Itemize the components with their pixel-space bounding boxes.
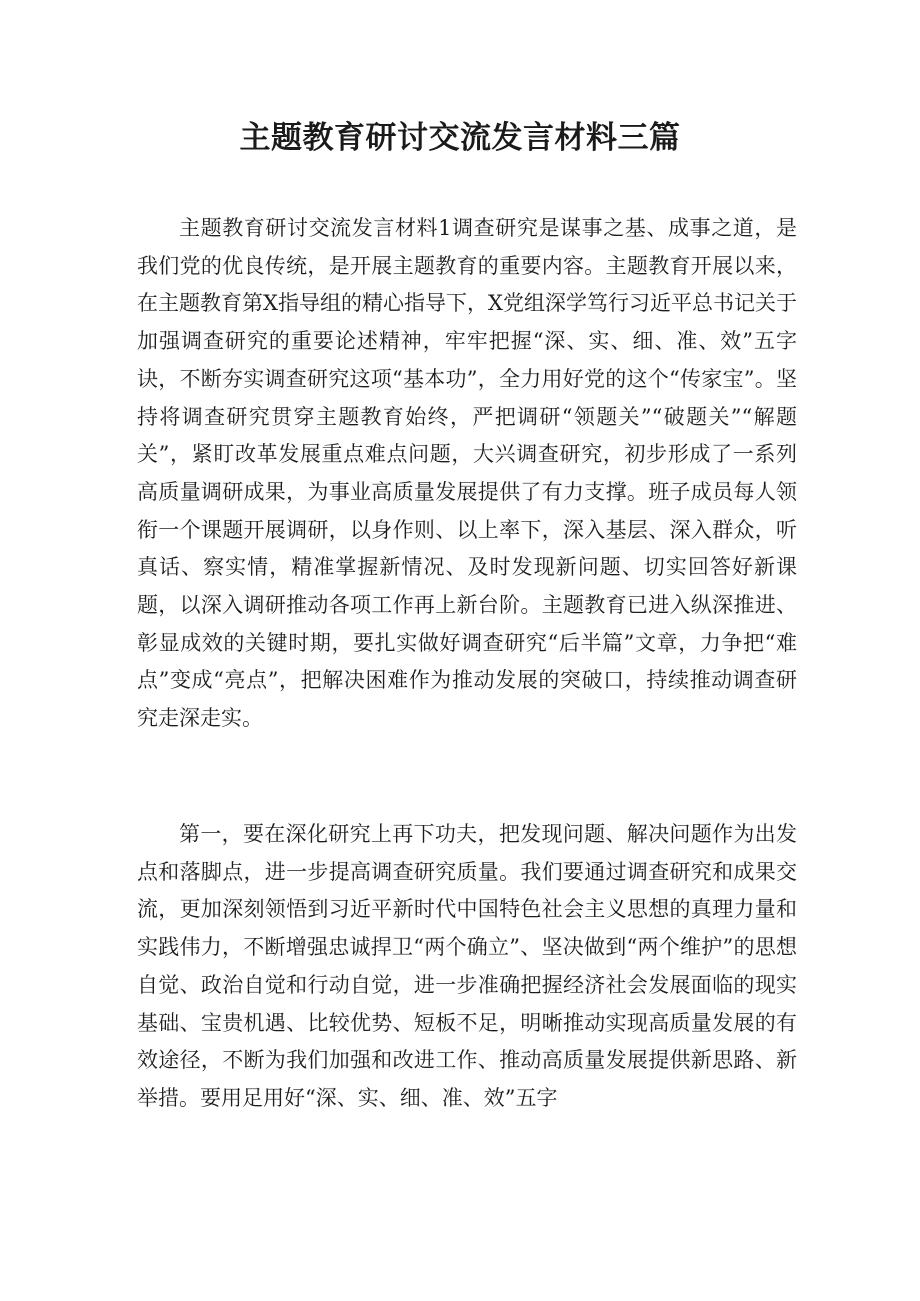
paragraph-1: 主题教育研讨交流发言材料1调查研究是谋事之基、成事之道，是我们党的优良传统，是开展主题教育的重要内容。主题教育开展以来，在主题教育第X指导组的精心指导下，X党组深学笃行习近平总书记关于加强调查研究的重要论述精神，牢牢把握“深、实、细、准、效”五字诀，不断夯实调查研究这项“基本功”，全力用好党的这个“传家宝”。坚持将调查研究贯穿主题教育始终，严把调研“领题关”“破题关”“解题关”，紧盯改革发展重点难点问题，大兴调查研究，初步形成了一系列高质量调研成果，为事业高质量发展提供了有力支撑。班子成员每人领衔一个课题开展调研，以身作则、以上率下，深入基层、深入群众，听真话、察实情，精准掌握新情况、及时发现新问题、切实回答好新课题，以深入调研推动各项工作再上新台阶。主题教育已进入纵深推进、彰显成效的关键时期，要扎实做好调查研究“后半篇”文章，力争把“难点”变成“亮点”，把解决困难作为推动发展的突破口，持续推动调查研究走深走实。 [137,216,797,731]
paragraph-2: 第一，要在深化研究上再下功夫，把发现问题、解决问题作为出发点和落脚点，进一步提高调查研究质量。我们要通过调查研究和成果交流，更加深刻领悟到习近平新时代中国特色社会主义思想的真理力量和实践伟力，不断增强忠诚捍卫“两个确立”、坚决做到“两个维护”的思想自觉、政治自觉和行动自觉，进一步准确把握经济社会发展面临的现实基础、宝贵机遇、比较优势、短板不足，明晰推动实现高质量发展的有效途径，不断为我们加强和改进工作、推动高质量发展提供新思路、新举措。要用足用好“深、实、细、准、效”五字 [137,822,797,1110]
document-title: 主题教育研讨交流发言材料三篇 [239,120,681,156]
